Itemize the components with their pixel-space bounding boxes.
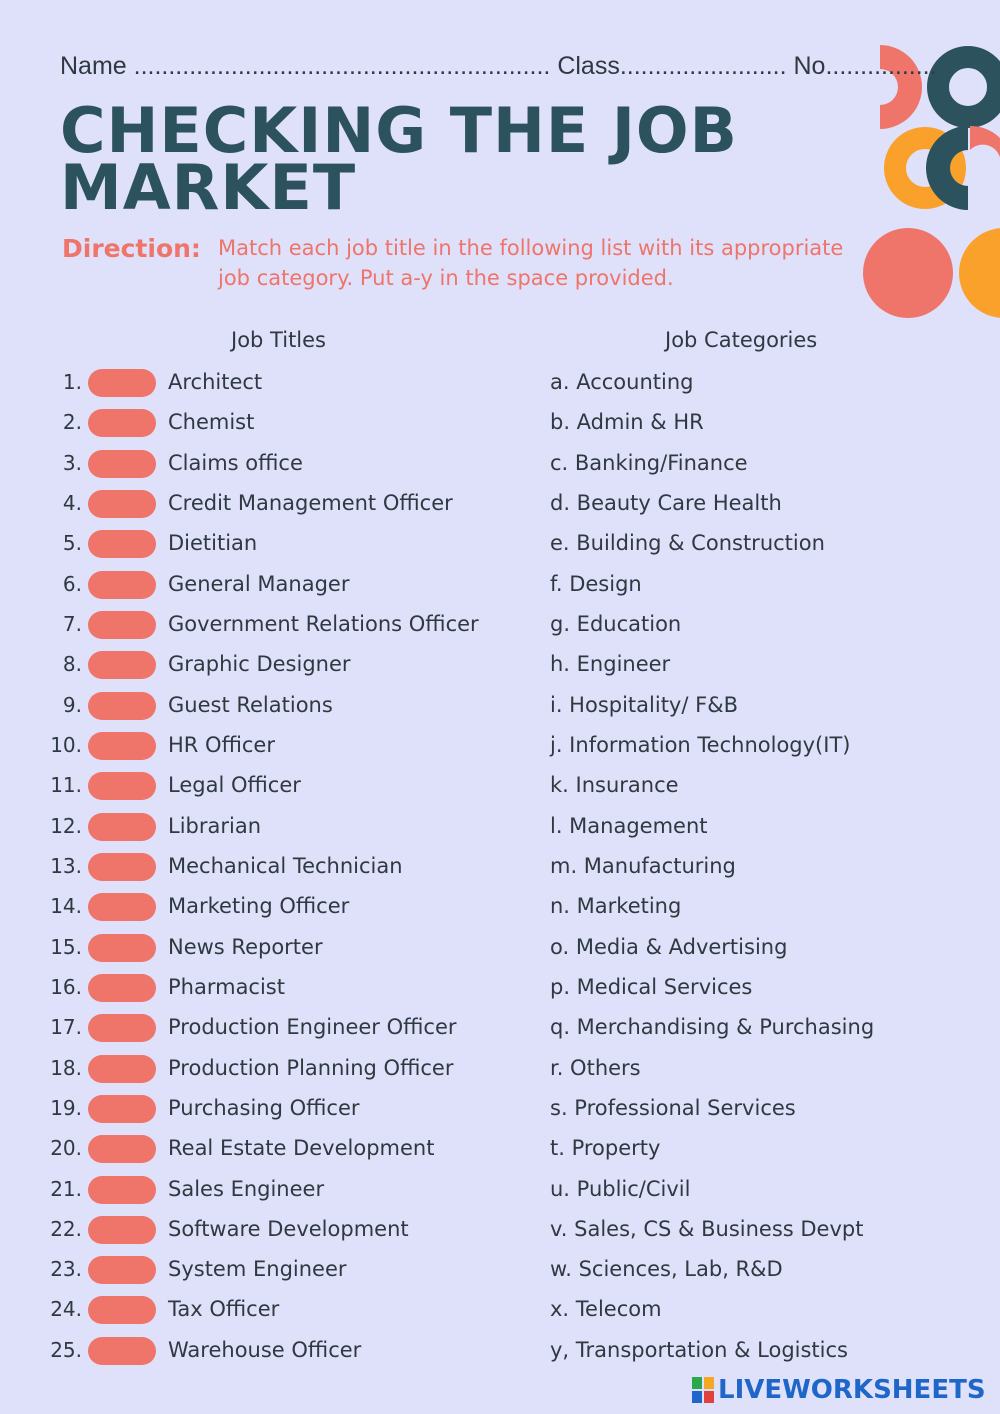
job-titles-header: Job Titles (231, 328, 326, 352)
job-row (0, 483, 540, 523)
coral-circle-shape (863, 228, 953, 318)
answer-input[interactable] (88, 1216, 156, 1244)
job-row (0, 362, 540, 402)
job-title: Pharmacist (168, 975, 285, 999)
category-item: v. Sales, CS & Business Devpt (550, 1217, 864, 1241)
job-title: Credit Management Officer (168, 491, 453, 515)
job-title: Architect (168, 370, 263, 394)
answer-input[interactable] (88, 772, 156, 800)
teal-ring-shape (938, 57, 998, 117)
job-title: Real Estate Development (168, 1136, 435, 1160)
job-title: Software Development (168, 1217, 409, 1241)
job-title: Chemist (168, 410, 255, 434)
job-row (0, 765, 540, 805)
job-row (0, 725, 540, 765)
job-title: System Engineer (168, 1257, 347, 1281)
job-number: 8. (62, 652, 82, 676)
answer-input[interactable] (88, 1256, 156, 1284)
job-title: Production Planning Officer (168, 1056, 454, 1080)
answer-input[interactable] (88, 853, 156, 881)
job-title: HR Officer (168, 733, 275, 757)
category-item: l. Management (550, 814, 708, 838)
category-item: r. Others (550, 1056, 641, 1080)
job-title: Tax Officer (168, 1297, 280, 1321)
answer-input[interactable] (88, 1095, 156, 1123)
category-item: n. Marketing (550, 894, 682, 918)
job-row (0, 564, 540, 604)
job-number: 24. (50, 1297, 82, 1321)
category-item: j. Information Technology(IT) (550, 733, 851, 757)
job-title: Purchasing Officer (168, 1096, 360, 1120)
job-title: Marketing Officer (168, 894, 350, 918)
answer-input[interactable] (88, 611, 156, 639)
job-row (0, 1249, 540, 1289)
category-item: p. Medical Services (550, 975, 753, 999)
category-item: o. Media & Advertising (550, 935, 788, 959)
job-number: 15. (50, 935, 82, 959)
job-row (0, 1007, 540, 1047)
category-item: g. Education (550, 612, 682, 636)
category-item: s. Professional Services (550, 1096, 796, 1120)
job-number: 17. (50, 1015, 82, 1039)
answer-input[interactable] (88, 1055, 156, 1083)
job-title: General Manager (168, 572, 350, 596)
job-row (0, 1088, 540, 1128)
job-categories-header: Job Categories (665, 328, 818, 352)
answer-input[interactable] (88, 974, 156, 1002)
category-item: t. Property (550, 1136, 661, 1160)
category-item: k. Insurance (550, 773, 679, 797)
answer-input[interactable] (88, 934, 156, 962)
job-number: 3. (62, 451, 82, 475)
job-number: 20. (50, 1136, 82, 1160)
job-row (0, 846, 540, 886)
job-title: Warehouse Officer (168, 1338, 362, 1362)
category-item: f. Design (550, 572, 642, 596)
answer-input[interactable] (88, 893, 156, 921)
answer-input[interactable] (88, 692, 156, 720)
job-number: 12. (50, 814, 82, 838)
category-item: h. Engineer (550, 652, 671, 676)
answer-input[interactable] (88, 1176, 156, 1204)
job-number: 2. (62, 410, 82, 434)
job-title: Legal Officer (168, 773, 301, 797)
job-number: 18. (50, 1056, 82, 1080)
category-item: x. Telecom (550, 1297, 662, 1321)
job-title: Librarian (168, 814, 262, 838)
job-number: 16. (50, 975, 82, 999)
job-number: 19. (50, 1096, 82, 1120)
job-row (0, 1209, 540, 1249)
answer-input[interactable] (88, 1337, 156, 1365)
category-item: d. Beauty Care Health (550, 491, 782, 515)
job-number: 4. (62, 491, 82, 515)
answer-input[interactable] (88, 409, 156, 437)
job-number: 1. (62, 370, 82, 394)
job-row (0, 685, 540, 725)
category-item: a. Accounting (550, 370, 694, 394)
category-item: m. Manufacturing (550, 854, 736, 878)
job-title: Claims office (168, 451, 303, 475)
job-row (0, 644, 540, 684)
answer-input[interactable] (88, 651, 156, 679)
job-title: Mechanical Technician (168, 854, 403, 878)
job-title: Dietitian (168, 531, 258, 555)
job-title: Sales Engineer (168, 1177, 325, 1201)
job-row (0, 886, 540, 926)
category-item: u. Public/Civil (550, 1177, 691, 1201)
job-row (0, 1289, 540, 1329)
job-row (0, 927, 540, 967)
answer-input[interactable] (88, 530, 156, 558)
job-number: 5. (62, 531, 82, 555)
job-number: 13. (50, 854, 82, 878)
job-row (0, 1169, 540, 1209)
job-row (0, 523, 540, 563)
direction-label: Direction: (62, 234, 201, 263)
category-item: w. Sciences, Lab, R&D (550, 1257, 783, 1281)
answer-input[interactable] (88, 571, 156, 599)
job-number: 25. (50, 1338, 82, 1362)
job-row (0, 1128, 540, 1168)
category-item: e. Building & Construction (550, 531, 825, 555)
job-title: News Reporter (168, 935, 323, 959)
job-number: 22. (50, 1217, 82, 1241)
answer-input[interactable] (88, 490, 156, 518)
category-item: c. Banking/Finance (550, 451, 748, 475)
page-title: CHECKING THE JOB MARKET (60, 94, 738, 224)
job-number: 7. (62, 612, 82, 636)
liveworksheets-mark-icon (692, 1377, 714, 1403)
direction-text: Match each job title in the following list with its appropriate job category. Put a-y in the space provided. (218, 236, 844, 290)
job-row (0, 967, 540, 1007)
answer-input[interactable] (88, 732, 156, 760)
liveworksheets-logo[interactable] (692, 1374, 986, 1406)
answer-input[interactable] (88, 1296, 156, 1324)
job-number: 10. (50, 733, 82, 757)
job-row (0, 806, 540, 846)
answer-input[interactable] (88, 1014, 156, 1042)
job-title: Graphic Designer (168, 652, 351, 676)
job-row (0, 604, 540, 644)
job-number: 21. (50, 1177, 82, 1201)
job-number: 9. (62, 693, 82, 717)
job-row (0, 1048, 540, 1088)
orange-circle-shape (959, 228, 1000, 318)
job-row (0, 1330, 540, 1370)
job-title: Guest Relations (168, 693, 333, 717)
job-number: 23. (50, 1257, 82, 1281)
answer-input[interactable] (88, 450, 156, 478)
job-title: Production Engineer Officer (168, 1015, 457, 1039)
liveworksheets-logo-text: LIVEWORKSHEETS (718, 1375, 986, 1405)
category-item: i. Hospitality/ F&B (550, 693, 738, 717)
job-row (0, 402, 540, 442)
job-number: 14. (50, 894, 82, 918)
category-item: y, Transportation & Logistics (550, 1338, 848, 1362)
job-number: 11. (50, 773, 82, 797)
answer-input[interactable] (88, 813, 156, 841)
job-row (0, 443, 540, 483)
answer-input[interactable] (88, 369, 156, 397)
job-number: 6. (62, 572, 82, 596)
category-item: b. Admin & HR (550, 410, 704, 434)
category-item: q. Merchandising & Purchasing (550, 1015, 875, 1039)
coral-partial-ring-shape (970, 126, 1000, 168)
name-class-no-line: Name ............................................................ Class........................ No................ (60, 52, 937, 80)
answer-input[interactable] (88, 1135, 156, 1163)
job-title: Government Relations Officer (168, 612, 479, 636)
